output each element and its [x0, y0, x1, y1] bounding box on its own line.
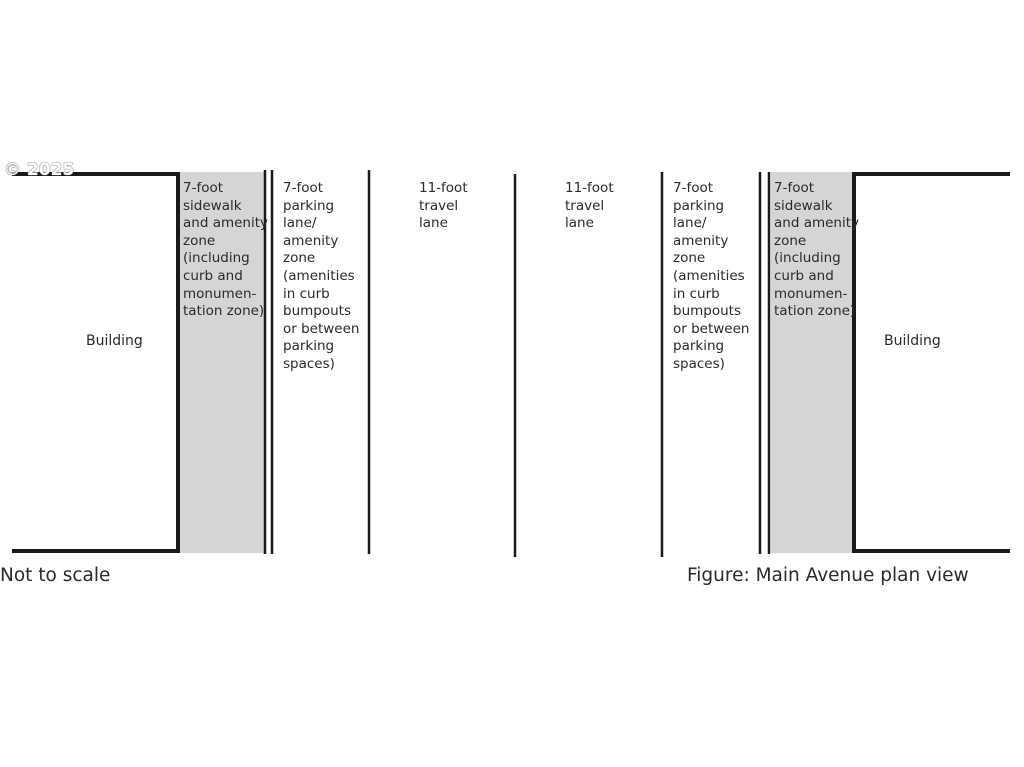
left-building-outline — [12, 174, 178, 551]
copyright-watermark: © 2025 — [4, 160, 75, 180]
right-building-label: Building — [884, 333, 941, 349]
figure-caption: Figure: Main Avenue plan view — [687, 565, 969, 586]
right-travel-lane-label: 11-foot travel lane — [565, 180, 614, 232]
scale-note: Not to scale — [0, 565, 111, 586]
left-sidewalk-zone-label: 7-foot sidewalk and amenity zone (including curb and monumen- tation zone) — [183, 180, 269, 320]
right-sidewalk-zone-label: 7-foot sidewalk and amenity zone (including curb and monumen- tation zone) — [774, 180, 860, 320]
right-building-outline — [854, 174, 1010, 551]
right-parking-zone-label: 7-foot parking lane/ amenity zone (amenities in curb bumpouts or between parking spaces) — [673, 180, 750, 372]
left-parking-zone-label: 7-foot parking lane/ amenity zone (amenities in curb bumpouts or between parking spaces) — [283, 180, 360, 372]
left-building-label: Building — [86, 333, 143, 349]
left-travel-lane-label: 11-foot travel lane — [419, 180, 468, 232]
